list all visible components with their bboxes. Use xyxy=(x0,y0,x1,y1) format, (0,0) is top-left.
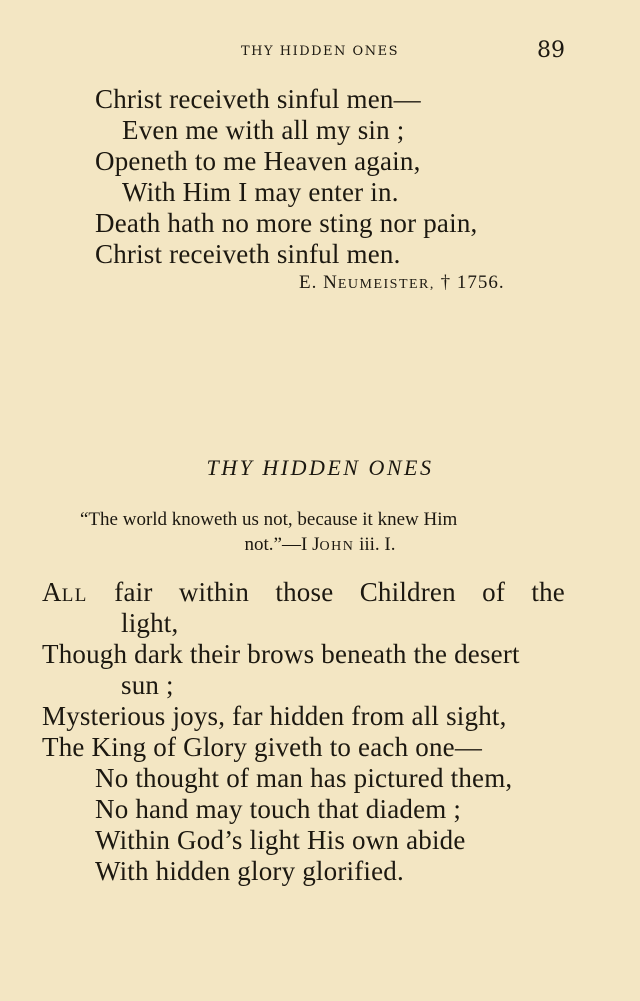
epigraph-text: not.”— xyxy=(244,534,301,555)
hymn-line: Mysterious joys, far hidden from all sight, xyxy=(42,701,507,731)
dagger-mark: † xyxy=(440,272,452,293)
page-number: 89 xyxy=(537,38,565,63)
hymn-first-line xyxy=(42,577,565,608)
hymn-line: light, xyxy=(121,608,179,638)
hymn-word: within xyxy=(178,577,250,607)
attribution xyxy=(299,272,505,294)
epigraph-line-2 xyxy=(0,534,640,556)
epigraph-line-1: “The world knoweth us not, because it knew Him xyxy=(80,509,458,530)
hymn-line: With hidden glory glorified. xyxy=(95,856,404,886)
poem-line: Christ receiveth sinful men. xyxy=(95,239,401,269)
hymn-word: fair xyxy=(114,577,153,607)
poem-line: With Him I may enter in. xyxy=(122,177,399,207)
author-initial: E. N xyxy=(299,272,338,293)
poem-line: Christ receiveth sinful men— xyxy=(95,84,421,114)
epigraph-book-initial: J xyxy=(312,534,320,555)
hymn-title: THY HIDDEN ONES xyxy=(206,455,434,480)
small-caps-rest: LL xyxy=(61,585,88,606)
hymn-line: No hand may touch that diadem ; xyxy=(95,794,462,824)
hymn-line: Though dark their brows beneath the desert xyxy=(42,639,520,669)
drop-initial: A xyxy=(42,577,62,607)
hymn-line: Within God’s light His own abide xyxy=(95,825,466,855)
poem-line: Death hath no more sting nor pain, xyxy=(95,208,478,238)
hymn-word: of xyxy=(482,577,506,607)
death-year: 1756. xyxy=(456,272,505,293)
hymn-line: sun ; xyxy=(121,670,174,700)
running-head: THY HIDDEN ONES xyxy=(241,44,399,59)
poem-line: Even me with all my sin ; xyxy=(122,115,405,145)
hymn-word: the xyxy=(531,577,565,607)
hymn-word: Children xyxy=(359,577,456,607)
author-name: EUMEISTER, xyxy=(337,277,435,292)
hymn-line: No thought of man has pictured them, xyxy=(95,763,513,793)
poem-line: Openeth to me Heaven again, xyxy=(95,146,421,176)
hymn-word xyxy=(42,577,88,608)
epigraph-verse: I. xyxy=(384,534,396,555)
epigraph-book-name: OHN xyxy=(319,539,355,554)
epigraph-book-number: I xyxy=(300,534,308,555)
hymn-line: The King of Glory giveth to each one— xyxy=(42,732,483,762)
epigraph-chapter: iii. xyxy=(359,534,385,555)
hymn-word: those xyxy=(275,577,334,607)
